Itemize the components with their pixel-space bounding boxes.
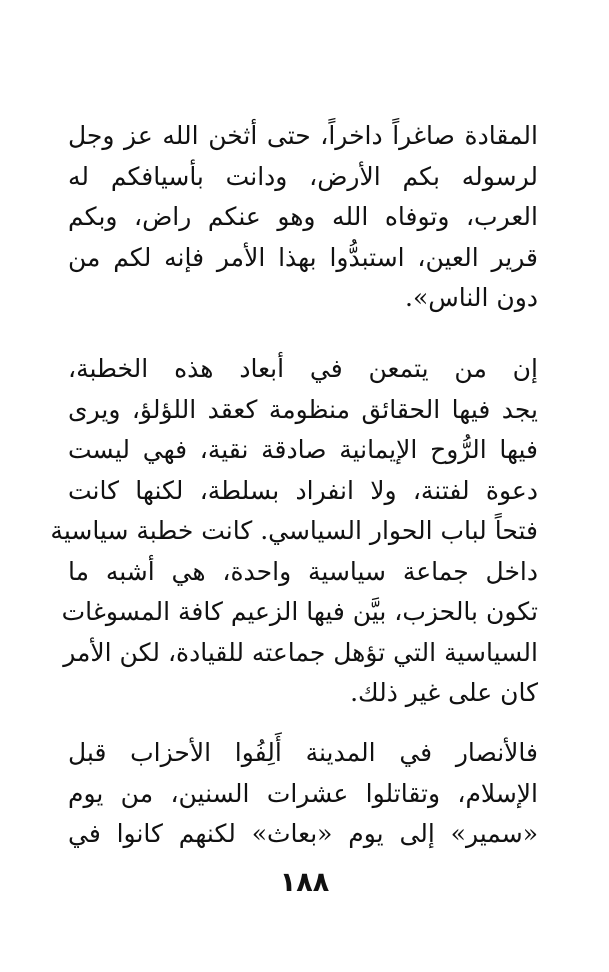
text-line: تكون بالحزب، بيَّن فيها الزعيم كافة المسوغات (61, 597, 538, 626)
text-line: كان على غير ذلك. (350, 678, 538, 707)
text-line: فتحاً لباب الحوار السياسي. كانت خطبة سياسية (50, 516, 538, 545)
paragraph-2 (50, 349, 538, 714)
text-line: داخل جماعة سياسية واحدة، هي أشبه ما (68, 556, 538, 586)
page-number: ١٨٨ (279, 867, 330, 898)
text-line: قرير العين، استبدُّوا بهذا الأمر فإنه لكم من (68, 242, 538, 272)
text-line: المقادة صاغراً داخراً، حتى أثخن الله عز وجل (68, 121, 538, 150)
text-line: يجد فيها الحقائق منظومة كعقد اللؤلؤ، ويرى (68, 394, 538, 424)
text-line: «سمير» إلى يوم «بعاث» لكنهم كانوا في (68, 819, 538, 848)
text-line: لرسوله بكم الأرض، ودانت بأسيافكم له (68, 161, 538, 191)
text-line: السياسية التي تؤهل جماعته للقيادة، لكن الأمر (63, 637, 538, 667)
text-line: إن من يتمعن في أبعاد هذه الخطبة، (68, 354, 538, 383)
paragraph-3 (68, 733, 538, 855)
text-line: دعوة لفتنة، ولا انفراد بسلطة، لكنها كانت (68, 475, 538, 505)
text-line: فيها الرُّوح الإيمانية صادقة نقية، فهي ليست (68, 435, 538, 464)
paragraph-1 (68, 116, 538, 319)
text-line: دون الناس». (405, 283, 538, 312)
text-line: العرب، وتوفاه الله وهو عنكم راض، وبكم (68, 202, 538, 231)
text-line: الإسلام، وتقاتلوا عشرات السنين، من يوم (68, 778, 538, 808)
text-line: فالأنصار في المدينة أَلِفُوا الأحزاب قبل (68, 738, 538, 767)
